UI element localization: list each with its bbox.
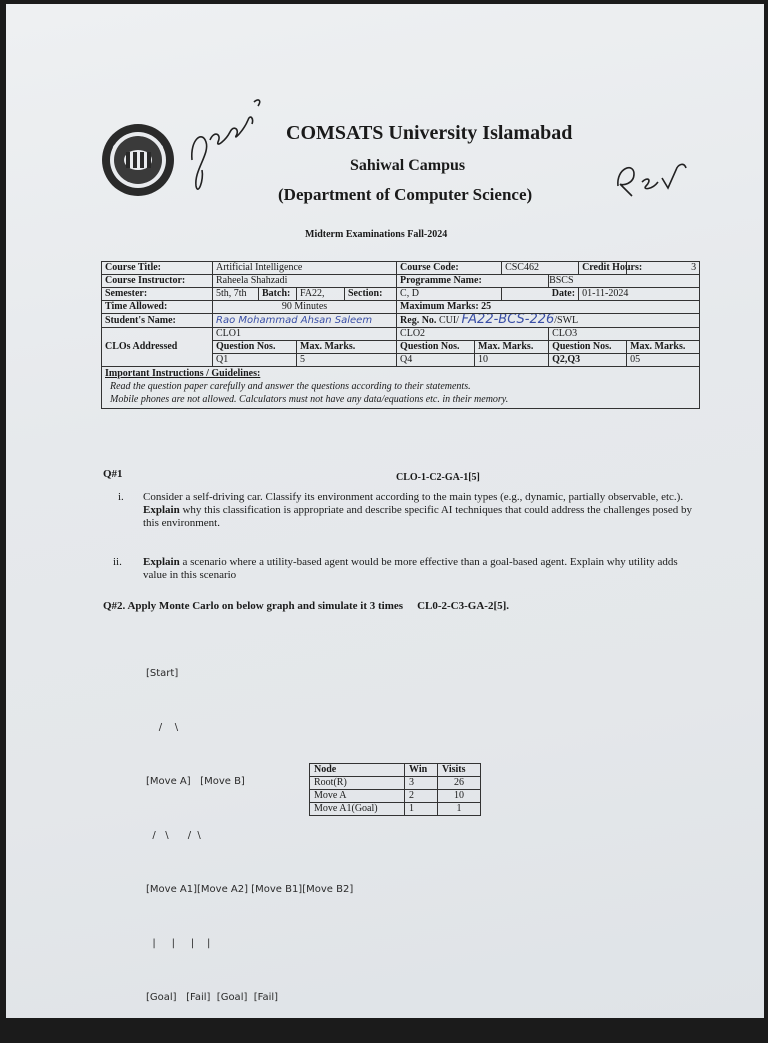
clo2-marks: 10 <box>475 354 549 367</box>
column-header: Visits <box>438 764 481 777</box>
clo1-qnos-label: Question Nos. <box>213 341 297 354</box>
tree-line: / \ <box>146 722 179 733</box>
clo3-name: CLO3 <box>549 328 700 341</box>
tree-line: | | | | <box>146 938 211 949</box>
date-label: Date: <box>502 288 579 301</box>
q1-part-number: ii. <box>113 556 122 568</box>
column-header: Node <box>310 764 405 777</box>
clo2-question: Q4 <box>397 354 475 367</box>
time-label: Time Allowed: <box>102 301 213 314</box>
q1-part-i-pre: Consider a self-driving car. Classify its environment according to the main types (e.g., dynamic, partially observable, etc.). <box>143 491 684 503</box>
section-label: Section: <box>345 288 397 301</box>
semester-label: Semester: <box>102 288 213 301</box>
table-row <box>102 301 700 314</box>
course-info-table <box>101 261 700 409</box>
table-cell: 3 <box>405 777 438 790</box>
q1-part-i-bold: Explain <box>143 504 180 516</box>
table-row <box>310 777 481 790</box>
handwritten-mark-icon <box>612 156 692 200</box>
clo1-marks: 5 <box>297 354 397 367</box>
programme-value: BSCS <box>549 275 700 288</box>
q1-part-i-post: why this classification is appropriate and describe specific AI techniques that could address the challenges posed by this environment. <box>143 504 692 529</box>
table-cell: Move A1(Goal) <box>310 803 405 816</box>
reg-no-cell <box>397 314 700 328</box>
q1-part-ii-bold: Explain <box>143 556 180 568</box>
instructions-title: Important Instructions / Guidelines: <box>105 368 261 379</box>
table-row <box>102 314 700 328</box>
clo1-max-label: Max. Marks. <box>297 341 397 354</box>
monte-carlo-table <box>309 763 481 816</box>
department-name: (Department of Computer Science) <box>278 185 533 204</box>
table-row <box>102 328 700 341</box>
q1-label: Q#1 <box>103 468 123 480</box>
tree-line: [Move A] [Move B] <box>146 776 245 787</box>
q2-clo: CL0-2-C3-GA-2[5]. <box>417 600 510 612</box>
university-seal-icon <box>100 122 176 198</box>
programme-label: Programme Name: <box>397 275 549 288</box>
table-header-row <box>310 764 481 777</box>
instruction-line: Mobile phones are not allowed. Calculators must not have any data/equations etc. in their memory. <box>110 394 509 405</box>
exam-title: Midterm Examinations Fall-2024 <box>305 229 448 240</box>
exam-paper <box>6 4 764 1018</box>
instructions-cell <box>102 367 700 409</box>
credit-hours-value: 3 <box>627 262 700 275</box>
course-title-value: Artificial Intelligence <box>213 262 397 275</box>
q1-part-ii-post: a scenario where a utility-based agent would be more effective than a goal-based agent. Explain why utility adds value in this scenario <box>143 556 678 581</box>
course-title-label: Course Title: <box>102 262 213 275</box>
clo3-qnos-label: Question Nos. <box>549 341 627 354</box>
clo3-marks: 05 <box>627 354 700 367</box>
q2-heading <box>103 600 509 612</box>
q1-clo: CLO-1-C2-GA-1[5] <box>396 472 480 483</box>
clos-label: CLOs Addressed <box>102 328 213 367</box>
instructor-label: Course Instructor: <box>102 275 213 288</box>
q1-part-number: i. <box>118 491 124 503</box>
student-name-label: Student's Name: <box>102 314 213 328</box>
table-row <box>102 367 700 409</box>
table-row <box>310 803 481 816</box>
table-cell: 10 <box>438 790 481 803</box>
handwritten-signature-icon <box>182 90 272 200</box>
table-cell: Move A <box>310 790 405 803</box>
table-row <box>102 288 700 301</box>
table-row <box>310 790 481 803</box>
table-cell: 26 <box>438 777 481 790</box>
tree-line: [Start] <box>146 668 179 679</box>
student-name-value: Rao Mohammad Ahsan Saleem <box>213 314 397 328</box>
university-name: COMSATS University Islamabad <box>286 122 573 144</box>
max-marks-label: Maximum Marks: 25 <box>397 301 700 314</box>
table-cell: 1 <box>438 803 481 816</box>
table-cell: 1 <box>405 803 438 816</box>
date-value: 01-11-2024 <box>579 288 700 301</box>
reg-prefix: CUI/ <box>438 315 459 326</box>
q1-part-i-text <box>143 491 693 530</box>
q2-label: Q#2. Apply Monte Carlo on below graph and simulate it 3 times <box>103 600 404 612</box>
clo2-max-label: Max. Marks. <box>475 341 549 354</box>
reg-suffix: /SWL <box>554 315 579 326</box>
campus-name: Sahiwal Campus <box>350 157 466 174</box>
clo2-qnos-label: Question Nos. <box>397 341 475 354</box>
instructor-value: Raheela Shahzadi <box>213 275 397 288</box>
semester-value: 5th, 7th <box>213 288 259 301</box>
section-value: C, D <box>397 288 502 301</box>
clo2-name: CLO2 <box>397 328 549 341</box>
course-code-label: Course Code: <box>397 262 502 275</box>
q1-part-ii-text <box>143 556 698 582</box>
tree-line: / \ / \ <box>146 830 201 841</box>
tree-line: [Move A1][Move A2] [Move B1][Move B2] <box>146 884 354 895</box>
column-header: Win <box>405 764 438 777</box>
table-cell: Root(R) <box>310 777 405 790</box>
time-value: 90 Minutes <box>213 301 397 314</box>
tree-line: [Goal] [Fail] [Goal] [Fail] <box>146 992 279 1003</box>
clo3-max-label: Max. Marks. <box>627 341 700 354</box>
batch-value: FA22, <box>297 288 345 301</box>
instruction-line: Read the question paper carefully and answer the questions according to their statements. <box>110 381 471 392</box>
table-row <box>102 275 700 288</box>
reg-no-label: Reg. No. <box>400 315 437 326</box>
table-row <box>102 262 700 275</box>
clo1-question: Q1 <box>213 354 297 367</box>
reg-no-value: FA22-BCS-226 <box>461 313 555 327</box>
table-cell: 2 <box>405 790 438 803</box>
clo1-name: CLO1 <box>213 328 397 341</box>
batch-label: Batch: <box>259 288 297 301</box>
monte-carlo-tree <box>146 629 353 1043</box>
credit-hours-label: Credit Hours: <box>579 262 627 275</box>
course-code-value: CSC462 <box>502 262 579 275</box>
clo3-question: Q2,Q3 <box>549 354 627 367</box>
